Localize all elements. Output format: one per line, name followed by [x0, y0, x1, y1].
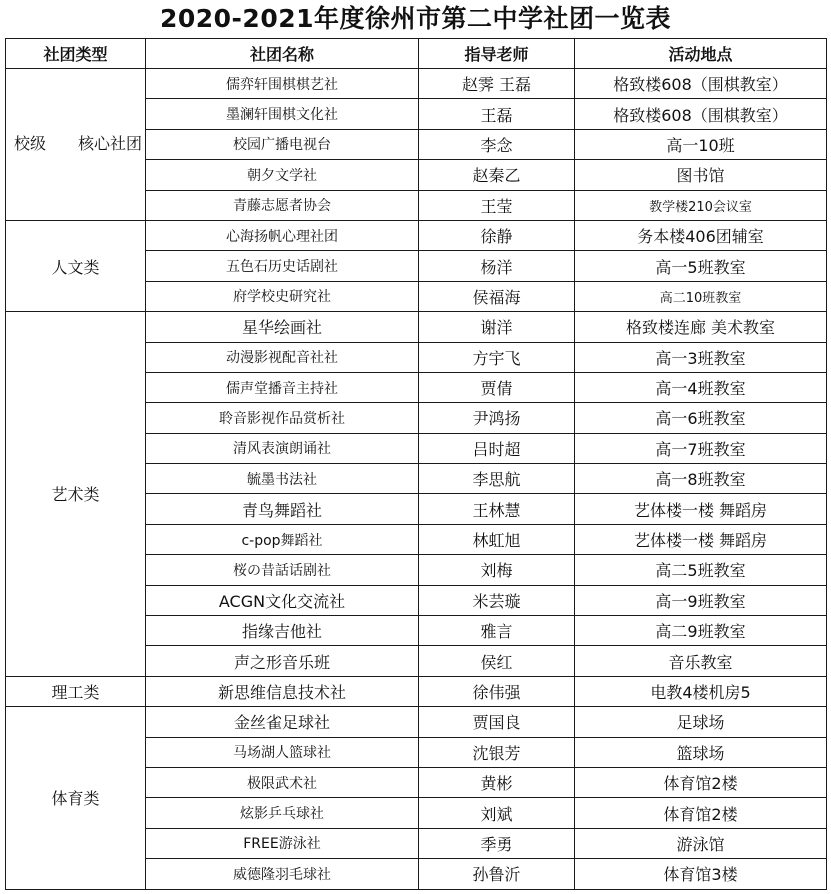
page-title: 2020-2021年度徐州市第二中学社团一览表 [159, 4, 672, 33]
place-cell: 体育馆2楼 [575, 798, 827, 828]
club-name-cell: 金丝雀足球社 [146, 707, 419, 737]
teacher-cell: 林虹旭 [419, 524, 575, 554]
club-name-cell: ACGN文化交流社 [146, 585, 419, 615]
place-cell: 格致楼608（围棋教室） [575, 99, 827, 129]
place-cell: 高一5班教室 [575, 251, 827, 281]
club-name-cell: FREE游泳社 [146, 828, 419, 858]
table-body [6, 69, 827, 890]
teacher-cell: 杨洋 [419, 251, 575, 281]
teacher-cell: 雅言 [419, 616, 575, 646]
club-type-cell: 人文类 [6, 220, 146, 311]
teacher-cell: 侯福海 [419, 281, 575, 311]
teacher-cell: 贾倩 [419, 372, 575, 402]
table-row [6, 676, 827, 706]
place-cell: 高一8班教室 [575, 464, 827, 494]
club-name-cell: 府学校史研究社 [146, 281, 419, 311]
club-name-cell: 儒弈轩围棋棋艺社 [146, 69, 419, 99]
club-name-cell: 校园广播电视台 [146, 129, 419, 159]
club-type-cell: 艺术类 [6, 312, 146, 677]
place-cell: 高一4班教室 [575, 372, 827, 402]
place-cell: 高二9班教室 [575, 616, 827, 646]
header-name: 社团名称 [146, 39, 419, 69]
teacher-cell: 沈银芳 [419, 737, 575, 767]
club-type-cell: 校级 核心社团 [6, 69, 146, 221]
place-cell: 高一7班教室 [575, 433, 827, 463]
teacher-cell: 赵霁 王磊 [419, 69, 575, 99]
teacher-cell: 赵秦乙 [419, 160, 575, 190]
header-place: 活动地点 [575, 39, 827, 69]
club-name-cell: 毓墨书法社 [146, 464, 419, 494]
club-name-cell: 青鸟舞蹈社 [146, 494, 419, 524]
place-cell: 高一10班 [575, 129, 827, 159]
teacher-cell: 李念 [419, 129, 575, 159]
club-name-cell: 炫影乒乓球社 [146, 798, 419, 828]
place-cell: 务本楼406团辅室 [575, 220, 827, 250]
header-row [6, 39, 827, 69]
club-name-cell: 声之形音乐班 [146, 646, 419, 676]
table-row [6, 707, 827, 737]
club-name-cell: 心海扬帆心理社团 [146, 220, 419, 250]
place-cell: 游泳馆 [575, 828, 827, 858]
place-cell: 图书馆 [575, 160, 827, 190]
place-cell: 高一9班教室 [575, 585, 827, 615]
place-cell: 格致楼608（围棋教室） [575, 69, 827, 99]
teacher-cell: 徐静 [419, 220, 575, 250]
teacher-cell: 王磊 [419, 99, 575, 129]
club-name-cell: 墨澜轩围棋文化社 [146, 99, 419, 129]
place-cell: 高一3班教室 [575, 342, 827, 372]
club-name-cell: 桜の昔話话剧社 [146, 555, 419, 585]
place-cell: 足球场 [575, 707, 827, 737]
header-type: 社团类型 [6, 39, 146, 69]
place-cell: 教学楼210会议室 [575, 190, 827, 220]
club-name-cell: 威德隆羽毛球社 [146, 859, 419, 889]
teacher-cell: 刘斌 [419, 798, 575, 828]
teacher-cell: 尹鸿扬 [419, 403, 575, 433]
place-cell: 高二5班教室 [575, 555, 827, 585]
club-name-cell: c-pop舞蹈社 [146, 524, 419, 554]
club-name-cell: 清风表演朗诵社 [146, 433, 419, 463]
club-name-cell: 儒声堂播音主持社 [146, 372, 419, 402]
place-cell: 体育馆3楼 [575, 859, 827, 889]
teacher-cell: 李思航 [419, 464, 575, 494]
club-table [5, 38, 827, 890]
teacher-cell: 黄彬 [419, 767, 575, 797]
table-row [6, 69, 827, 99]
club-type-cell: 体育类 [6, 707, 146, 889]
teacher-cell: 徐伟强 [419, 676, 575, 706]
place-cell: 电教4楼机房5 [575, 676, 827, 706]
club-name-cell: 动漫影视配音社社 [146, 342, 419, 372]
club-name-cell: 五色石历史话剧社 [146, 251, 419, 281]
place-cell: 格致楼连廊 美术教室 [575, 312, 827, 342]
club-name-cell: 新思维信息技术社 [146, 676, 419, 706]
teacher-cell: 方宇飞 [419, 342, 575, 372]
teacher-cell: 刘梅 [419, 555, 575, 585]
teacher-cell: 孙鲁沂 [419, 859, 575, 889]
teacher-cell: 侯红 [419, 646, 575, 676]
place-cell: 艺体楼一楼 舞蹈房 [575, 494, 827, 524]
table-row [6, 220, 827, 250]
club-name-cell: 聆音影视作品赏析社 [146, 403, 419, 433]
club-name-cell: 指缘吉他社 [146, 616, 419, 646]
table-row [6, 312, 827, 342]
club-type-cell: 理工类 [6, 676, 146, 706]
teacher-cell: 贾国良 [419, 707, 575, 737]
teacher-cell: 王林慧 [419, 494, 575, 524]
place-cell: 高二10班教室 [575, 281, 827, 311]
teacher-cell: 季勇 [419, 828, 575, 858]
club-name-cell: 极限武术社 [146, 767, 419, 797]
teacher-cell: 吕时超 [419, 433, 575, 463]
club-name-cell: 星华绘画社 [146, 312, 419, 342]
place-cell: 高一6班教室 [575, 403, 827, 433]
teacher-cell: 谢洋 [419, 312, 575, 342]
club-name-cell: 马场湖人篮球社 [146, 737, 419, 767]
club-name-cell: 青藤志愿者协会 [146, 190, 419, 220]
teacher-cell: 米芸璇 [419, 585, 575, 615]
place-cell: 艺体楼一楼 舞蹈房 [575, 524, 827, 554]
place-cell: 篮球场 [575, 737, 827, 767]
place-cell: 音乐教室 [575, 646, 827, 676]
place-cell: 体育馆2楼 [575, 767, 827, 797]
club-name-cell: 朝夕文学社 [146, 160, 419, 190]
header-teacher: 指导老师 [419, 39, 575, 69]
teacher-cell: 王莹 [419, 190, 575, 220]
